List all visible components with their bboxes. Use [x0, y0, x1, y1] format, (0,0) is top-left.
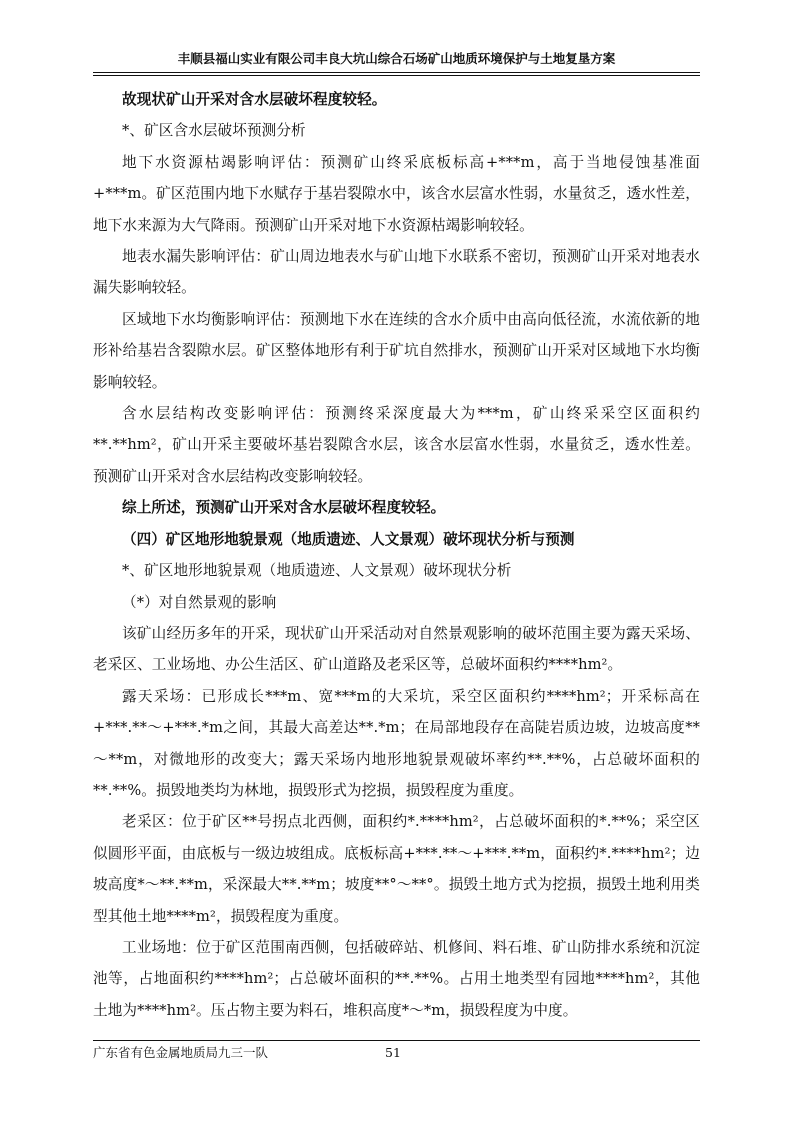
section-heading-landform: （四）矿区地形地貌景观（地质遗迹、人文景观）破坏现状分析与预测	[122, 530, 575, 548]
paragraph-open-pit: 露天采场：已形成长***m、宽***m的大采坑，采空区面积约****hm²；开采标高在+***.**～+***.*m之间，其最大高差达**.*m；在局部地段存在高陡岩质边坡，边坡高度**～**m，对微地形的改变大；露天采场内地形地貌景观破坏率约**.**%，占总破坏面积的**.**%。损毁地类均为林地，损毁形式为挖损，损毁程度为重度。	[93, 687, 700, 799]
paragraph-groundwater-depletion: 地下水资源枯竭影响评估：预测矿山终采底板标高+***m，高于当地侵蚀基准面+***m。矿区范围内地下水赋存于基岩裂隙水中，该含水层富水性弱，水量贫乏，透水性差，地下水来源为大气降雨。预测矿山开采对地下水资源枯竭影响较轻。	[93, 153, 700, 234]
paragraph-industrial-site: 工业场地：位于矿区范围南西侧，包括破碎站、机修间、料石堆、矿山防排水系统和沉淀池等，占地面积约****hm²；占总破坏面积的**.**%。占用土地类型有园地****hm²，其他土地为****hm²。压占物主要为料石，堆积高度*～*m，损毁程度为中度。	[93, 938, 700, 1019]
document-body	[93, 84, 700, 1026]
footer-organization: 广东省有色金属地质局九三一队	[93, 1045, 269, 1060]
subheading-landform-current: *、矿区地形地貌景观（地质遗迹、人文景观）破坏现状分析	[122, 562, 512, 580]
page-header-title: 丰顺县福山实业有限公司丰良大坑山综合石场矿山地质环境保护与土地复垦方案	[177, 51, 616, 66]
header-rule-thin	[93, 75, 700, 76]
paragraph-aquifer-structure: 含水层结构改变影响评估：预测终采深度最大为***m，矿山终采采空区面积约**.**hm²，矿山开采主要破坏基岩裂隙含水层，该含水层富水性弱，水量贫乏，透水性差。预测矿山开采对含水层结构改变影响较轻。	[93, 405, 700, 485]
subheading-natural-landscape: （*）对自然景观的影响	[122, 593, 277, 611]
paragraph-conclusion-prediction: 综上所述，预测矿山开采对含水层破坏程度较轻。	[122, 499, 446, 517]
paragraph-regional-balance: 区域地下水均衡影响评估：预测地下水在连续的含水介质中由高向低径流，水流依新的地形补给基岩含裂隙水层。矿区整体地形有利于矿坑自然排水，预测矿山开采对区域地下水均衡影响较轻。	[93, 310, 700, 391]
footer-rule	[93, 1040, 700, 1041]
header-rule	[93, 72, 700, 73]
page-number: 51	[385, 1045, 401, 1060]
subheading-aquifer-prediction: *、矿区含水层破坏预测分析	[122, 122, 306, 140]
paragraph-conclusion-current: 故现状矿山开采对含水层破坏程度较轻。	[122, 91, 387, 108]
paragraph-old-mining-area: 老采区：位于矿区**号拐点北西侧，面积约*.****hm²，占总破坏面积的*.**%；采空区似圆形平面，由底板与一级边坡组成。底板标高+***.**～+***.**m，面积约*.****hm²；边坡高度*～**.**m，采深最大**.**m；坡度**°～**°。损毁土地方式为挖损，损毁土地利用类型其他土地****m²，损毁程度为重度。	[93, 813, 700, 925]
paragraph-surface-water-loss: 地表水漏失影响评估：矿山周边地表水与矿山地下水联系不密切，预测矿山开采对地表水漏失影响较轻。	[93, 248, 700, 297]
paragraph-mining-overview: 该矿山经历多年的开采，现状矿山开采活动对自然景观影响的破坏范围主要为露天采场、老采区、工业场地、办公生活区、矿山道路及老采区等，总破坏面积约****hm²。	[93, 624, 700, 674]
